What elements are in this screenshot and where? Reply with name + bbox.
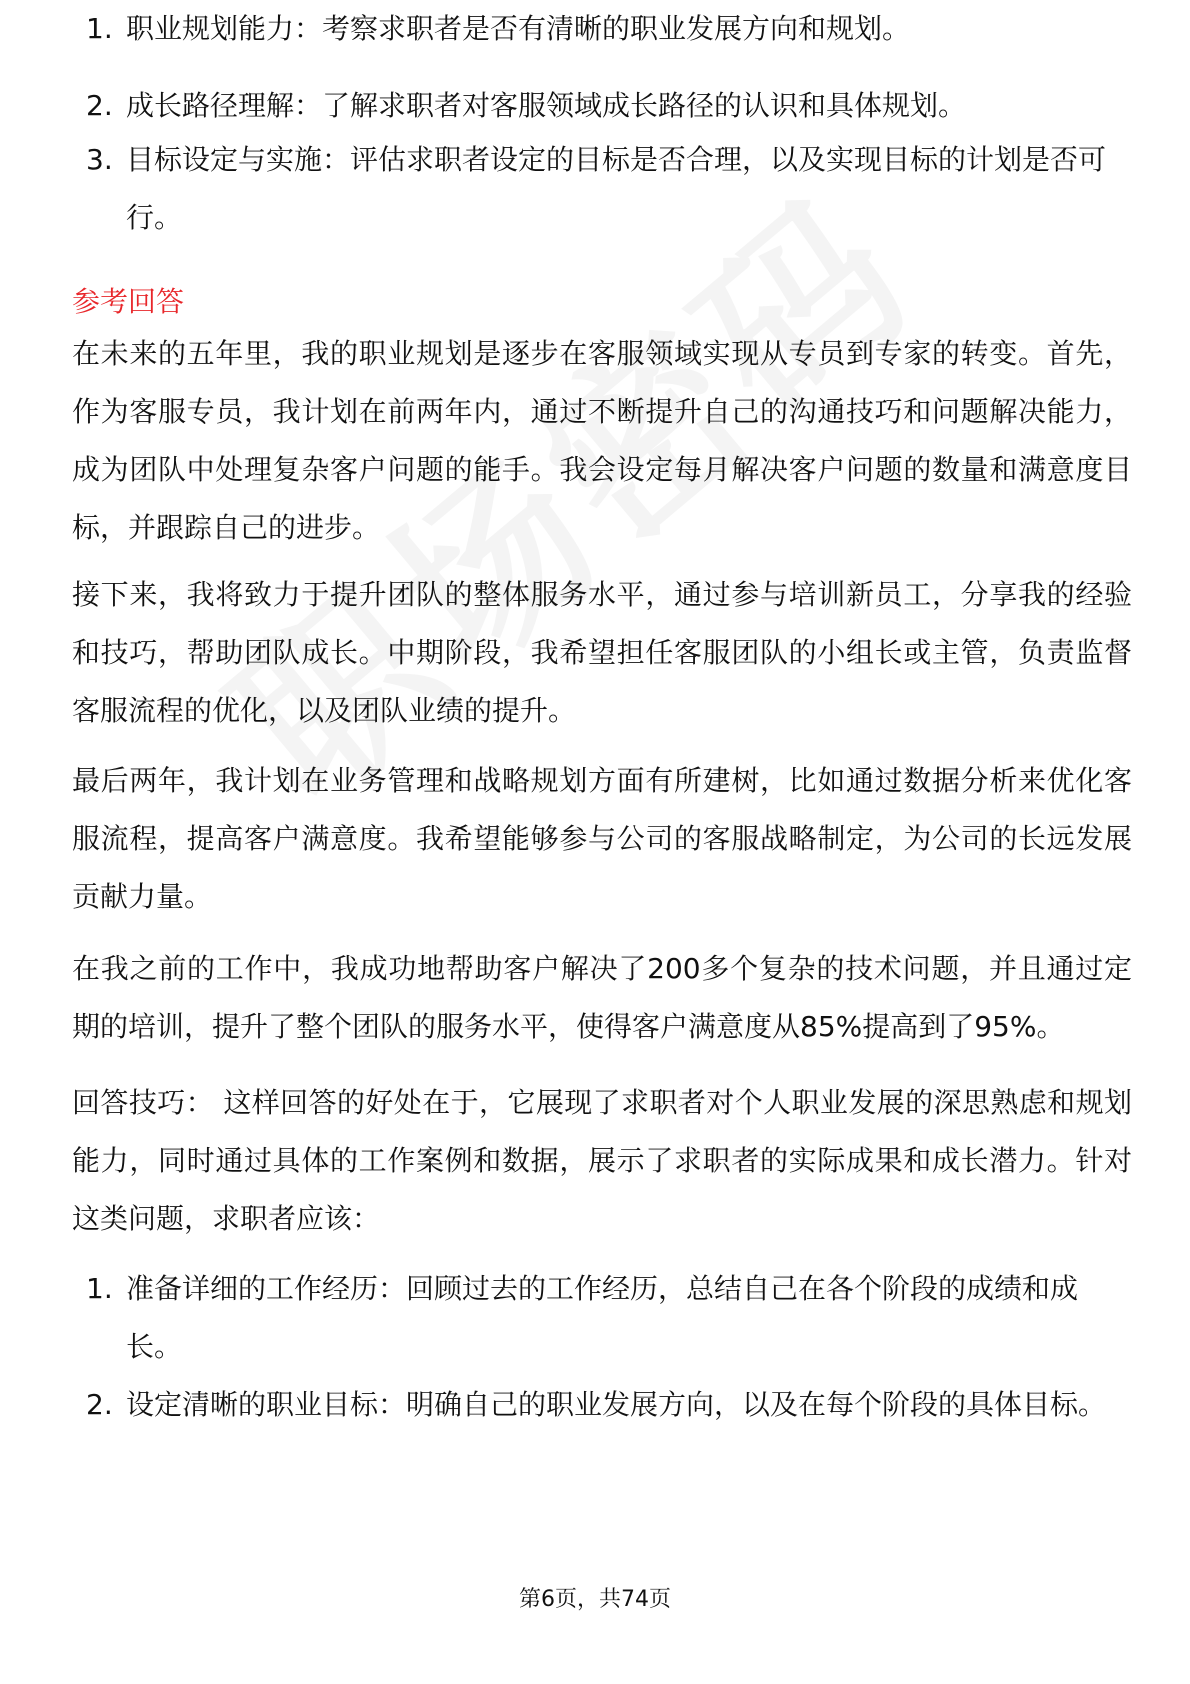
list-number: 1. [86, 12, 113, 45]
list-item [72, 1376, 1132, 1434]
answer-paragraph-4: 在我之前的工作中，我成功地帮助客户解决了200多个复杂的技术问题，并且通过定期的培训，提升了整个团队的服务水平，使得客户满意度从85%提高到了95%。 [72, 952, 1132, 1043]
list-item [72, 1260, 1132, 1376]
answer-paragraph-3: 最后两年，我计划在业务管理和战略规划方面有所建树，比如通过数据分析来优化客服流程，提高客户满意度。我希望能够参与公司的客服战略制定，为公司的长远发展贡献力量。 [72, 764, 1132, 913]
page-number-footer: 第6页，共74页 [519, 1587, 671, 1612]
list-number: 3. [86, 143, 113, 176]
list-item [72, 0, 1132, 58]
list-number: 2. [86, 1388, 113, 1421]
list-item [72, 131, 1132, 247]
list-text: 职业规划能力：考察求职者是否有清晰的职业发展方向和规划。 [126, 12, 911, 45]
list-item [72, 77, 1132, 135]
list-text: 成长路径理解：了解求职者对客服领域成长路径的认识和具体规划。 [126, 89, 967, 122]
list-text: 准备详细的工作经历：回顾过去的工作经历，总结自己在各个阶段的成绩和成长。 [126, 1272, 1079, 1363]
answer-tips-paragraph: 回答技巧： 这样回答的好处在于，它展现了求职者对个人职业发展的深思熟虑和规划能力，同时通过具体的工作案例和数据，展示了求职者的实际成果和成长潜力。针对这类问题，求职者应该： [72, 1086, 1132, 1235]
bottom-numbered-list [72, 1260, 1132, 1434]
answer-paragraph-2: 接下来，我将致力于提升团队的整体服务水平，通过参与培训新员工，分享我的经验和技巧，帮助团队成长。中期阶段，我希望担任客服团队的小组长或主管，负责监督客服流程的优化，以及团队业绩的提升。 [72, 578, 1132, 727]
list-text: 目标设定与实施：评估求职者设定的目标是否合理，以及实现目标的计划是否可行。 [126, 143, 1107, 234]
list-text: 设定清晰的职业目标：明确自己的职业发展方向，以及在每个阶段的具体目标。 [126, 1388, 1107, 1421]
reference-answer-heading: 参考回答 [72, 285, 185, 318]
answer-paragraph-1: 在未来的五年里，我的职业规划是逐步在客服领域实现从专员到专家的转变。首先，作为客服专员，我计划在前两年内，通过不断提升自己的沟通技巧和问题解决能力，成为团队中处理复杂客户问题的能手。我会设定每月解决客户问题的数量和满意度目标，并跟踪自己的进步。 [72, 337, 1132, 544]
list-number: 1. [86, 1272, 113, 1305]
list-number: 2. [86, 89, 113, 122]
